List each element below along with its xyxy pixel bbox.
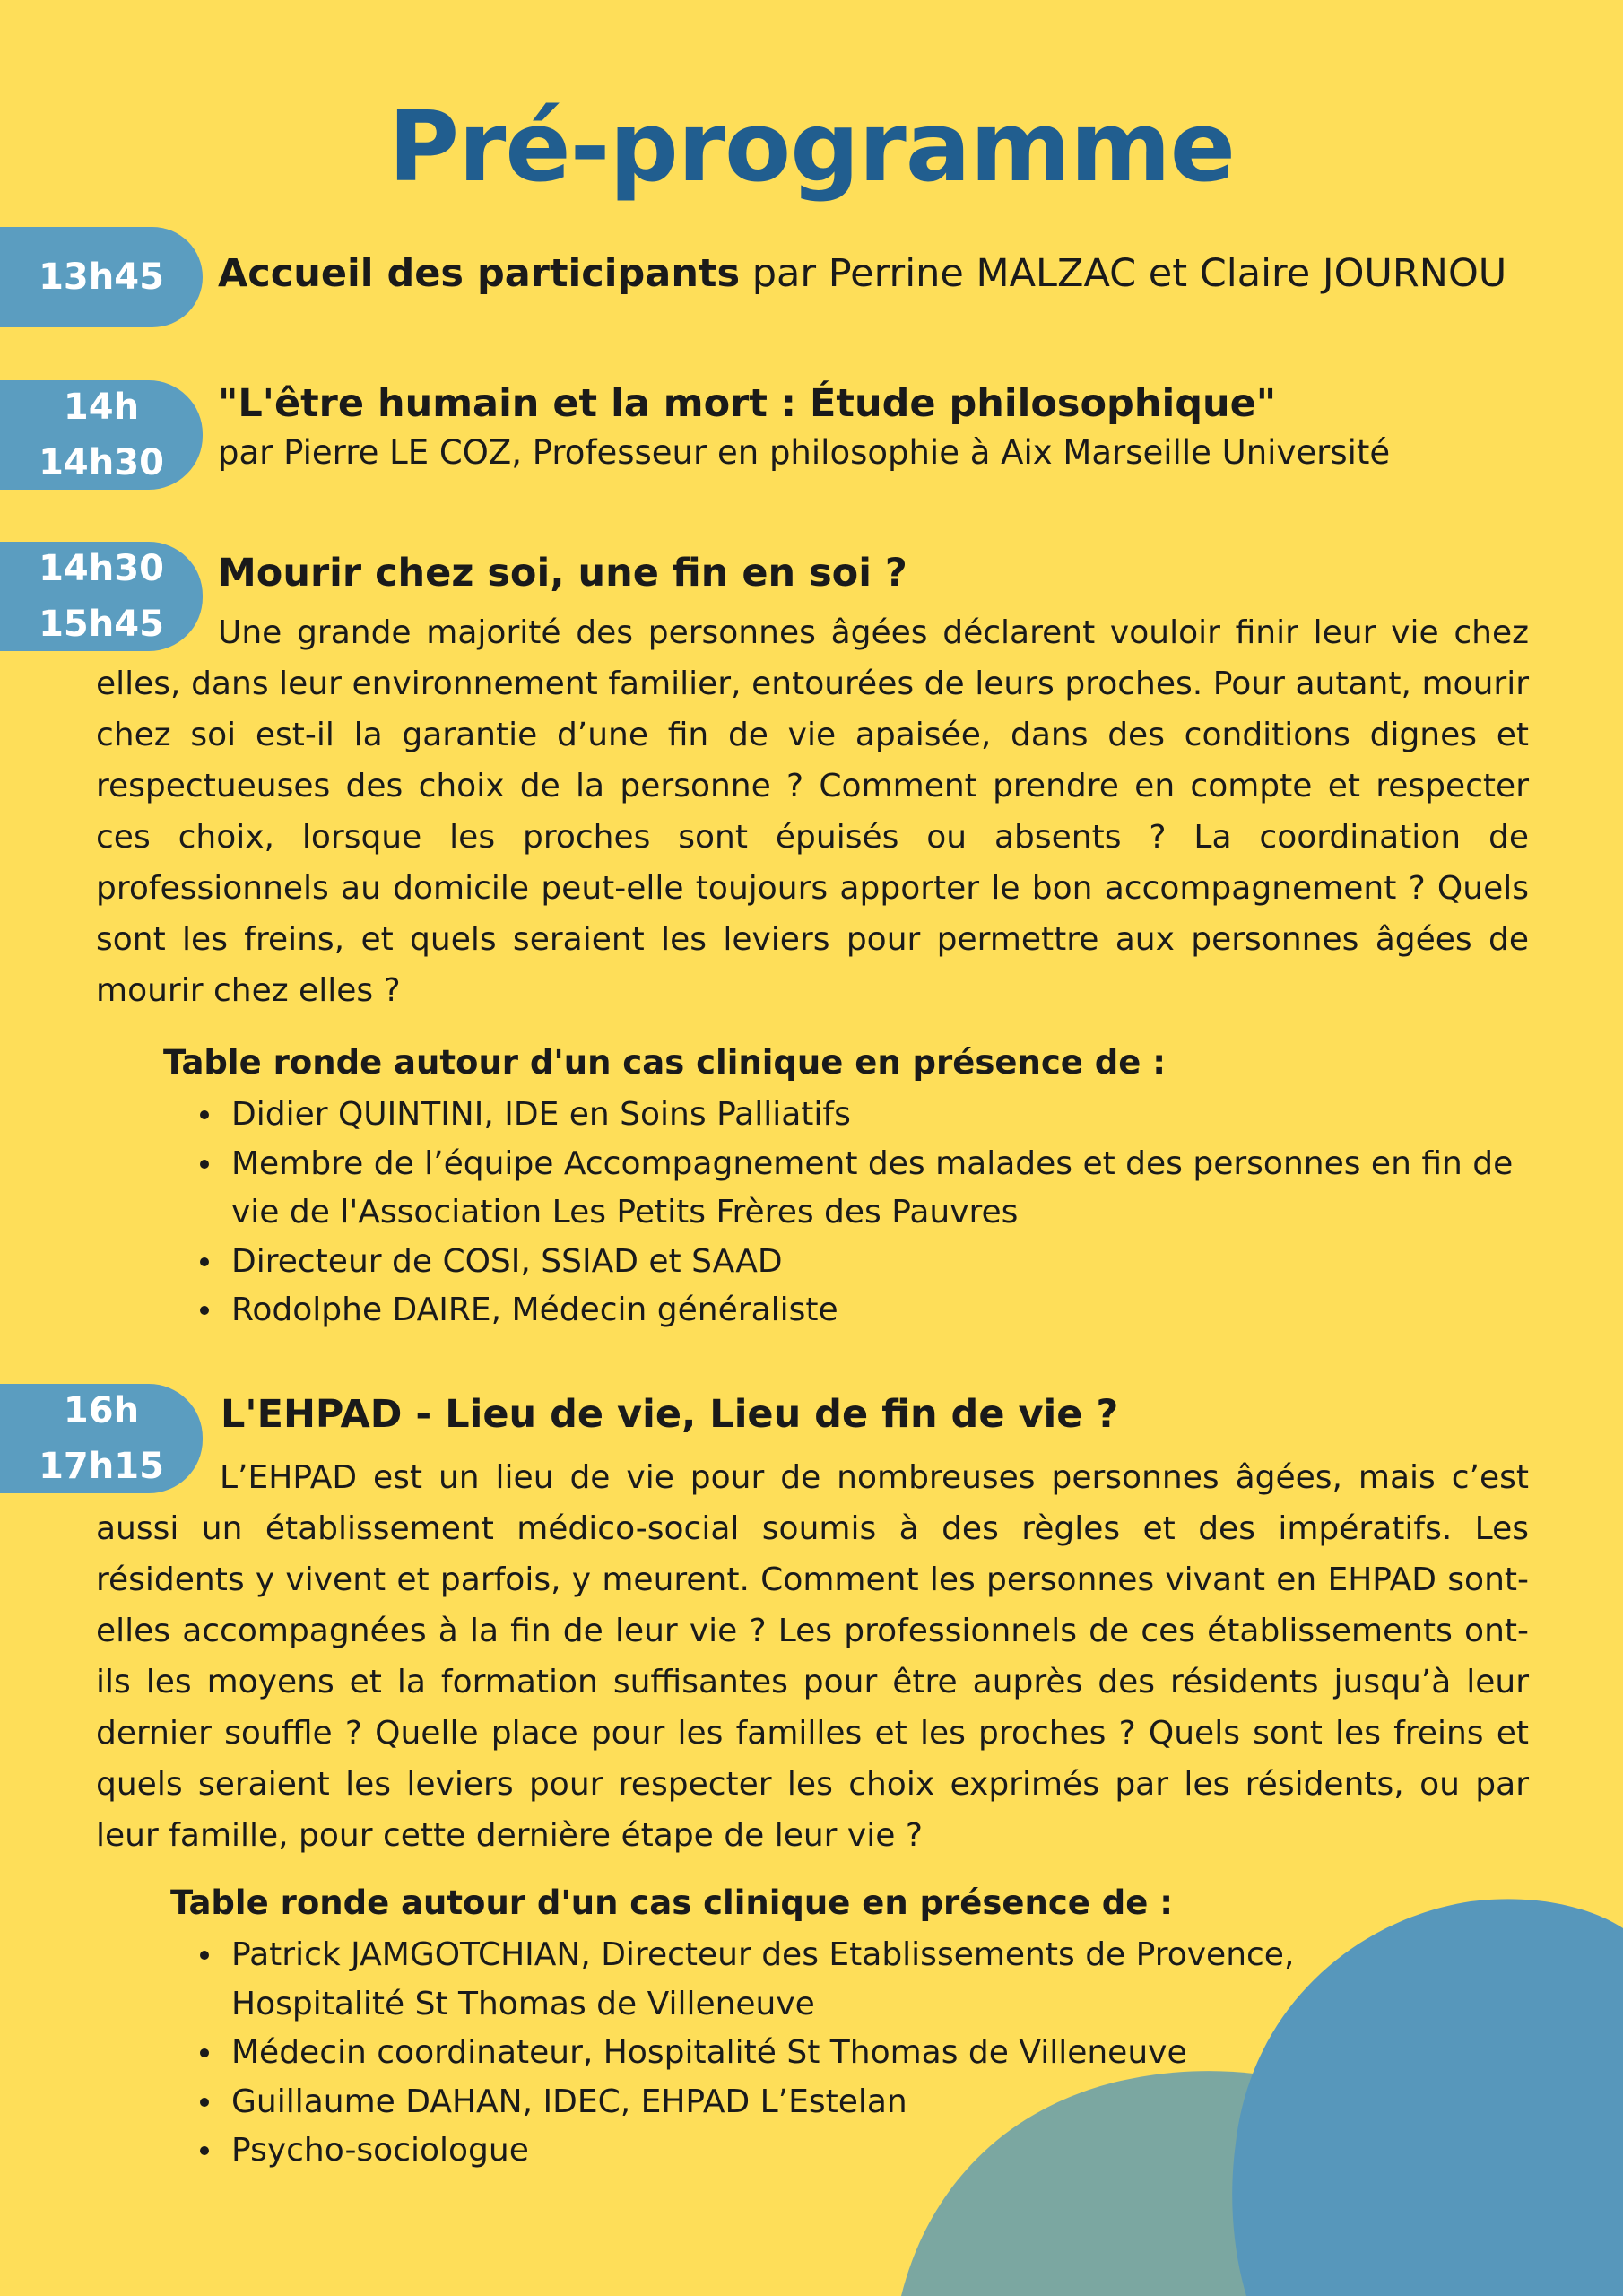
session-1-heading-rest: par Perrine MALZAC et Claire JOURNOU	[740, 251, 1507, 296]
time-start: 14h	[63, 387, 140, 428]
time-start: 14h30	[39, 548, 164, 589]
participant-item: Psycho-sociologue	[222, 2126, 1361, 2176]
time-end: 14h30	[39, 442, 164, 483]
session-4	[221, 1392, 1118, 1437]
session-2-heading: "L'être humain et la mort : Étude philosophique"	[218, 381, 1277, 426]
session-4-description	[96, 1452, 1529, 1861]
time-end: 17h15	[39, 1446, 164, 1487]
session-3-description	[96, 607, 1529, 1016]
time-end: 15h45	[39, 604, 164, 645]
session-4-description-text: L’EHPAD est un lieu de vie pour de nombreuses personnes âgées, mais c’est aussi un établissement médico-social soumis à des règles et des impératifs. Les résidents y vivent et parfois, y meurent. Comment les personnes vivant en EHPAD sont-elles accompagnées à la fin de leur vie ? Les professionnels de ces établissements ont-ils les moyens et la formation suffisantes pour être auprès des résidents jusqu’à leur dernier souffle ? Quelle place pour les familles et les proches ? Quels sont les freins et quels seraient les leviers pour respecter les choix exprimés par les résidents, ou par leur famille, pour cette dernière étape de leur vie ?	[96, 1459, 1529, 1854]
session-3-participants	[190, 1091, 1532, 1335]
time-badge-session-2	[0, 380, 203, 490]
time-start: 16h	[63, 1390, 140, 1431]
session-2	[218, 381, 1390, 472]
session-3-round-table-title: Table ronde autour d'un cas clinique en présence de :	[163, 1043, 1167, 1082]
session-1	[218, 251, 1506, 296]
session-3	[218, 551, 907, 596]
time-badge-session-1	[0, 227, 203, 327]
session-2-subtitle: par Pierre LE COZ, Professeur en philosophie à Aix Marseille Université	[218, 433, 1391, 472]
participant-item: Rodolphe DAIRE, Médecin généraliste	[222, 1286, 1532, 1335]
participant-item: Membre de l’équipe Accompagnement des malades et des personnes en fin de vie de l'Association Les Petits Frères des Pauvres	[222, 1140, 1532, 1238]
session-4-round-table-title: Table ronde autour d'un cas clinique en présence de :	[170, 1883, 1174, 1922]
page-title: Pré-programme	[387, 91, 1236, 204]
participant-item: Patrick JAMGOTCHIAN, Directeur des Etablissements de Provence, Hospitalité St Thomas de Villeneuve	[222, 1931, 1361, 2029]
session-3-heading: Mourir chez soi, une fin en soi ?	[218, 551, 907, 596]
time-start: 13h45	[39, 257, 164, 298]
session-1-heading	[218, 251, 1506, 296]
participant-item: Didier QUINTINI, IDE en Soins Palliatifs	[222, 1091, 1532, 1140]
session-1-heading-bold: Accueil des participants	[218, 251, 741, 296]
session-4-heading: L'EHPAD - Lieu de vie, Lieu de fin de vie ?	[221, 1392, 1119, 1437]
session-4-participants	[190, 1931, 1361, 2176]
participant-item: Guillaume DAHAN, IDEC, EHPAD L’Estelan	[222, 2078, 1361, 2127]
participant-item: Médecin coordinateur, Hospitalité St Thomas de Villeneuve	[222, 2029, 1361, 2078]
session-3-description-text: Une grande majorité des personnes âgées déclarent vouloir finir leur vie chez elles, dans leur environnement familier, entourées de leurs proches. Pour autant, mourir chez soi est-il la garantie d’une fin de vie apaisée, dans des conditions dignes et respectueuses des choix de la personne ? Comment prendre en compte et respecter ces choix, lorsque les proches sont épuisés ou absents ? La coordination de professionnels au domicile peut-elle toujours apporter le bon accompagnement ? Quels sont les freins, et quels seraient les leviers pour permettre aux personnes âgées de mourir chez elles ?	[96, 614, 1529, 1009]
participant-item: Directeur de COSI, SSIAD et SAAD	[222, 1238, 1532, 1287]
